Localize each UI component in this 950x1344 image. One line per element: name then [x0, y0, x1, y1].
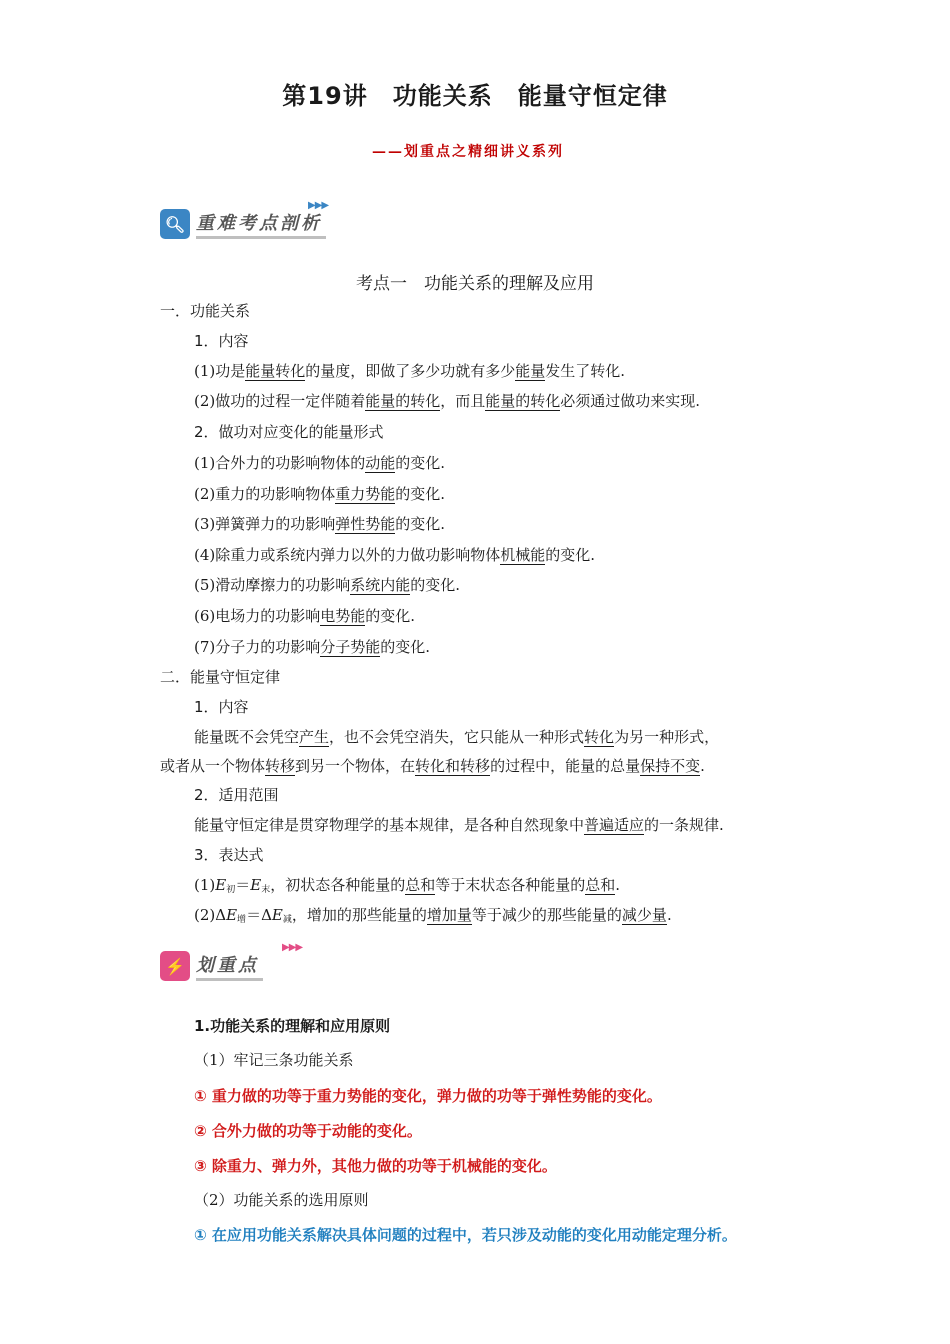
expression-2: $(2)\Delta E_增=\Delta E_减$，增加的那些能量的增加量等于减少的那些能量的减少量.	[194, 906, 672, 925]
subheading-scope: 2．适用范围	[194, 786, 279, 804]
subheading-expression: 3．表达式	[194, 846, 264, 864]
key-title: 1.功能关系的理解和应用原则	[194, 1017, 391, 1035]
key-subheading-2: （2）功能关系的选用原则	[194, 1191, 369, 1209]
list-item: (6)电场力的功影响电势能的变化.	[194, 607, 416, 625]
page-title: 第19讲 功能关系 能量守恒定律	[282, 82, 668, 110]
subheading-content: 1．内容	[194, 332, 249, 350]
expression-1: $(1)E_初=E_末$，初状态各种能量的总和等于末状态各种能量的总和.	[194, 876, 621, 895]
arrows-icon: ▶▶▶	[308, 200, 329, 211]
list-item: (3)弹簧弹力的功影响弹性势能的变化.	[194, 515, 446, 533]
section-heading: 考点一 功能关系的理解及应用	[356, 274, 594, 294]
paragraph-2: (2)做功的过程一定伴随着能量的转化，而且能量的转化必须通过做功来实现.	[194, 392, 701, 410]
arrows-icon: ▶▶▶	[282, 942, 303, 953]
list-item: (4)除重力或系统内弹力以外的力做功影响物体机械能的变化.	[194, 546, 596, 564]
key-point-blue: ① 在应用功能关系解决具体问题的过程中，若只涉及动能的变化用动能定理分析。	[194, 1226, 737, 1244]
key-point-red: ③ 除重力、弹力外，其他力做的功等于机械能的变化。	[194, 1157, 557, 1175]
key-point-red: ② 合外力做的功等于动能的变化。	[194, 1122, 422, 1140]
heading-two: 二．能量守恒定律	[160, 668, 281, 686]
conservation-line-1: 能量既不会凭空产生，也不会凭空消失，它只能从一种形式转化为另一种形式，	[194, 728, 720, 746]
section-badge-key-points	[160, 942, 303, 986]
badge-label: 重难考点剖析	[196, 209, 326, 239]
search-icon: 🔍︎	[160, 209, 190, 239]
lightning-icon: ⚡	[160, 951, 190, 981]
section-badge-analysis	[160, 200, 329, 244]
conservation-line-2: 或者从一个物体转移到另一个物体，在转化和转移的过程中，能量的总量保持不变.	[160, 757, 705, 775]
paragraph-1: (1)功是能量转化的量度，即做了多少功就有多少能量发生了转化.	[194, 362, 626, 380]
key-point-red: ① 重力做的功等于重力势能的变化，弹力做的功等于弹性势能的变化。	[194, 1087, 662, 1105]
list-item: (1)合外力的功影响物体的动能的变化.	[194, 454, 446, 472]
key-subheading-1: （1）牢记三条功能关系	[194, 1051, 354, 1069]
heading-one: 一．功能关系	[160, 302, 251, 320]
subheading-forms: 2．做功对应变化的能量形式	[194, 423, 384, 441]
list-item: (5)滑动摩擦力的功影响系统内能的变化.	[194, 576, 461, 594]
subheading-content-2: 1．内容	[194, 698, 249, 716]
list-item: (2)重力的功影响物体重力势能的变化.	[194, 485, 446, 503]
badge-label: 划重点	[196, 951, 263, 981]
list-item: (7)分子力的功影响分子势能的变化.	[194, 638, 431, 656]
scope-paragraph: 能量守恒定律是贯穿物理学的基本规律，是各种自然现象中普遍适应的一条规律.	[194, 816, 724, 834]
series-subtitle: ——划重点之精细讲义系列	[372, 144, 564, 160]
